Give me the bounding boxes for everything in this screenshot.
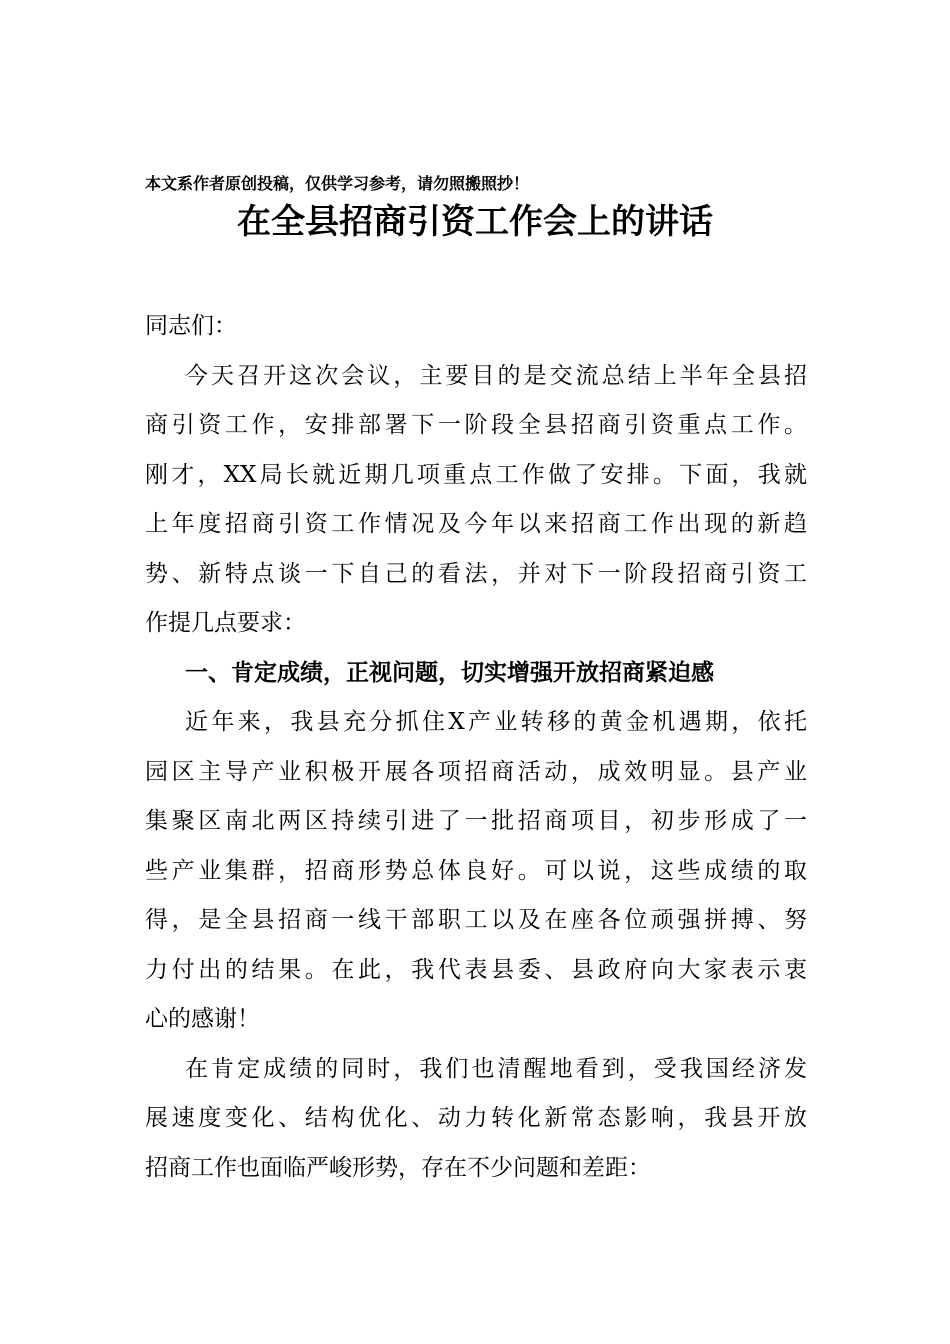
paragraph-line: 力付出的结果。在此，我代表县委、县政府向大家表示衷: [145, 956, 807, 983]
paragraph-line: 势、新特点谈一下自己的看法，并对下一阶段招商引资工: [145, 560, 807, 587]
paragraph-line: 园区主导产业积极开展各项招商活动，成效明显。县产业: [145, 758, 807, 785]
paragraph-line: 心的感谢！: [145, 1006, 260, 1032]
paragraph-line: 近年来，我县充分抓住X产业转移的黄金机遇期，依托: [185, 709, 807, 735]
paragraph-line: 刚才，XX局长就近期几项重点工作做了安排。下面，我就: [145, 461, 807, 488]
paragraph-1: [145, 352, 807, 649]
document-title: 在全县招商引资工作会上的讲话: [237, 202, 713, 242]
copyright-notice: 本文系作者原创投稿，仅供学习参考，请勿照搬照抄！: [145, 174, 530, 193]
paragraph-line: 些产业集群，招商形势总体良好。可以说，这些成绩的取: [145, 857, 807, 884]
paragraph-line: 得，是全县招商一线干部职工以及在座各位顽强拼搏、努: [145, 907, 807, 933]
paragraph-line: 作提几点要求：: [145, 610, 306, 636]
paragraph-line: 在肯定成绩的同时，我们也清醒地看到，受我国经济发: [185, 1055, 807, 1082]
paragraph-line: 今天召开这次会议，主要目的是交流总结上半年全县招: [185, 362, 807, 389]
salutation: 同志们：: [145, 313, 237, 339]
section-heading-1: 一、肯定成绩，正视问题，切实增强开放招商紧迫感: [185, 659, 714, 686]
paragraph-2: [145, 698, 807, 1045]
paragraph-3: [145, 1045, 807, 1194]
paragraph-line: 商引资工作，安排部署下一阶段全县招商引资重点工作。: [145, 412, 807, 438]
paragraph-line: 上年度招商引资工作情况及今年以来招商工作出现的新趋: [145, 511, 807, 537]
document-body: [145, 302, 807, 1193]
paragraph-line: 招商工作也面临严峻形势，存在不少问题和差距：: [145, 1154, 651, 1181]
paragraph-line: 集聚区南北两区持续引进了一批招商项目，初步形成了一: [145, 808, 807, 834]
paragraph-line: 展速度变化、结构优化、动力转化新常态影响，我县开放: [145, 1105, 807, 1131]
